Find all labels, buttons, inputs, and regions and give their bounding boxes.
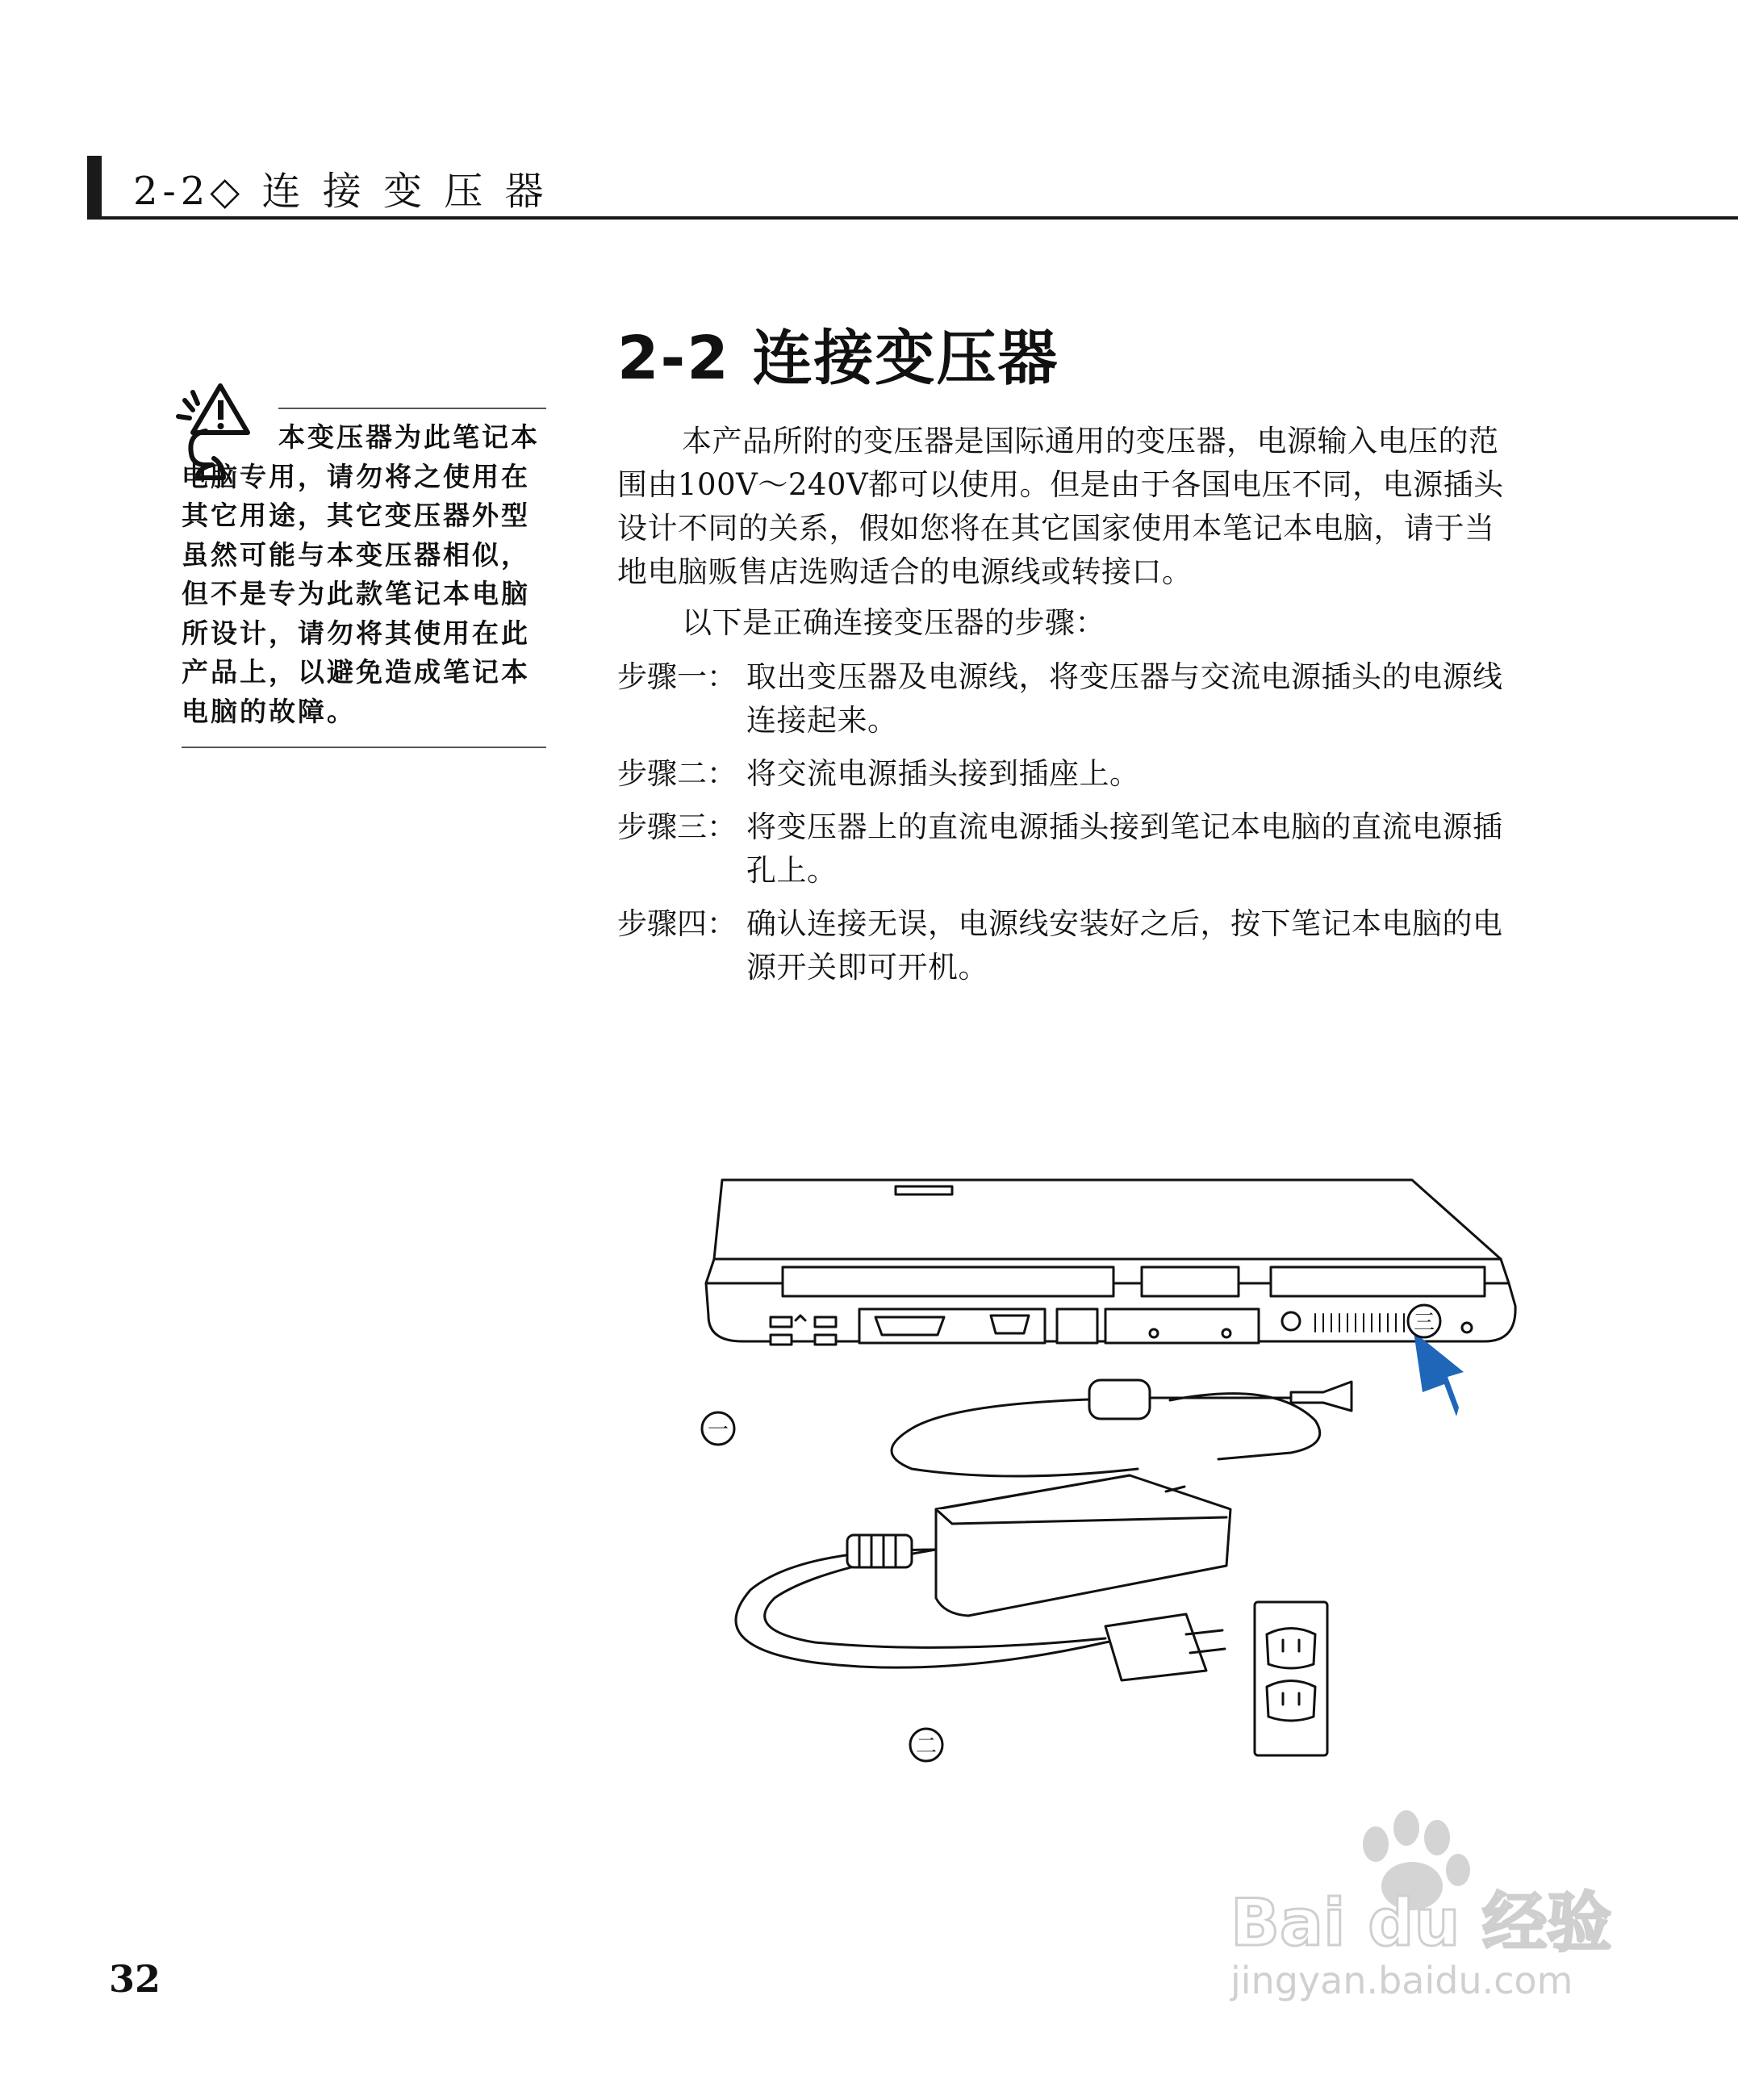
step-label: 步骤一： (617, 659, 737, 694)
step-4 (617, 902, 1513, 989)
step-text: 确认连接无误，电源线安装好之后，按下笔记本电脑的电源开关即可开机。 (746, 906, 1503, 985)
callout-step-2: 二 (915, 1734, 938, 1759)
step-label: 步骤三： (617, 809, 737, 844)
parallel-port-icon (875, 1317, 944, 1335)
warning-note: 本变压器为此笔记本电脑专用，请勿将之使用在其它用途，其它变压器外型虽然可能与本变压器相似，但不是专为此款笔记本电脑所设计，请勿将其使用在此产品上，以避免造成笔记本电脑的故障。 (182, 421, 540, 727)
vga-port-icon (991, 1316, 1029, 1333)
wall-outlet-icon (1255, 1602, 1327, 1755)
step-label: 步骤四： (617, 906, 737, 941)
watermark-logo-text: Bai du 经验 (1230, 1885, 1612, 1960)
baidu-jingyan-watermark (1206, 1796, 1642, 2006)
step-2 (617, 752, 1513, 796)
intro-paragraph: 本产品所附的变压器是国际通用的变压器，电源输入电压的范围由100V～240V都可以使用。但是由于各国电压不同，电源插头设计不同的关系，假如您将在其它国家使用本笔记本电脑，请于当地电脑贩售店选购适合的电源线或转接口。 (617, 424, 1504, 589)
header-rule (87, 216, 1738, 220)
insert-arrow-icon (1414, 1332, 1464, 1416)
dc-plug-icon (1291, 1382, 1352, 1411)
note-bottom-rule (182, 747, 546, 748)
step-3 (617, 805, 1513, 893)
page-title: 2-2 连接变压器 (617, 324, 1059, 393)
callout-step-3: 三 (1413, 1311, 1435, 1335)
power-adapter-brick (936, 1475, 1230, 1616)
step-text: 取出变压器及电源线，将变压器与交流电源插头的电源线连接起来。 (746, 659, 1503, 738)
step-label: 步骤二： (617, 756, 737, 791)
laptop-lid (714, 1180, 1501, 1259)
step-text: 将交流电源插头接到插座上。 (746, 756, 1140, 791)
steps-lead: 以下是正确连接变压器的步骤： (682, 605, 1105, 640)
dc-in-port-icon (1282, 1312, 1300, 1330)
step-1 (617, 655, 1513, 743)
ferrite-core (1089, 1380, 1150, 1419)
callout-step-1: 一 (707, 1418, 729, 1442)
watermark-url: jingyan.baidu.com (1230, 1959, 1573, 2002)
note-top-rule (278, 408, 546, 409)
section-header: 2-2◇ 连 接 变 压 器 (133, 169, 549, 214)
page-number: 32 (109, 1957, 161, 2001)
adapter-connection-diagram (605, 1162, 1541, 1776)
ac-plug-icon (1105, 1614, 1206, 1680)
step-text: 将变压器上的直流电源插头接到笔记本电脑的直流电源插孔上。 (746, 809, 1503, 888)
header-bar (87, 156, 102, 219)
